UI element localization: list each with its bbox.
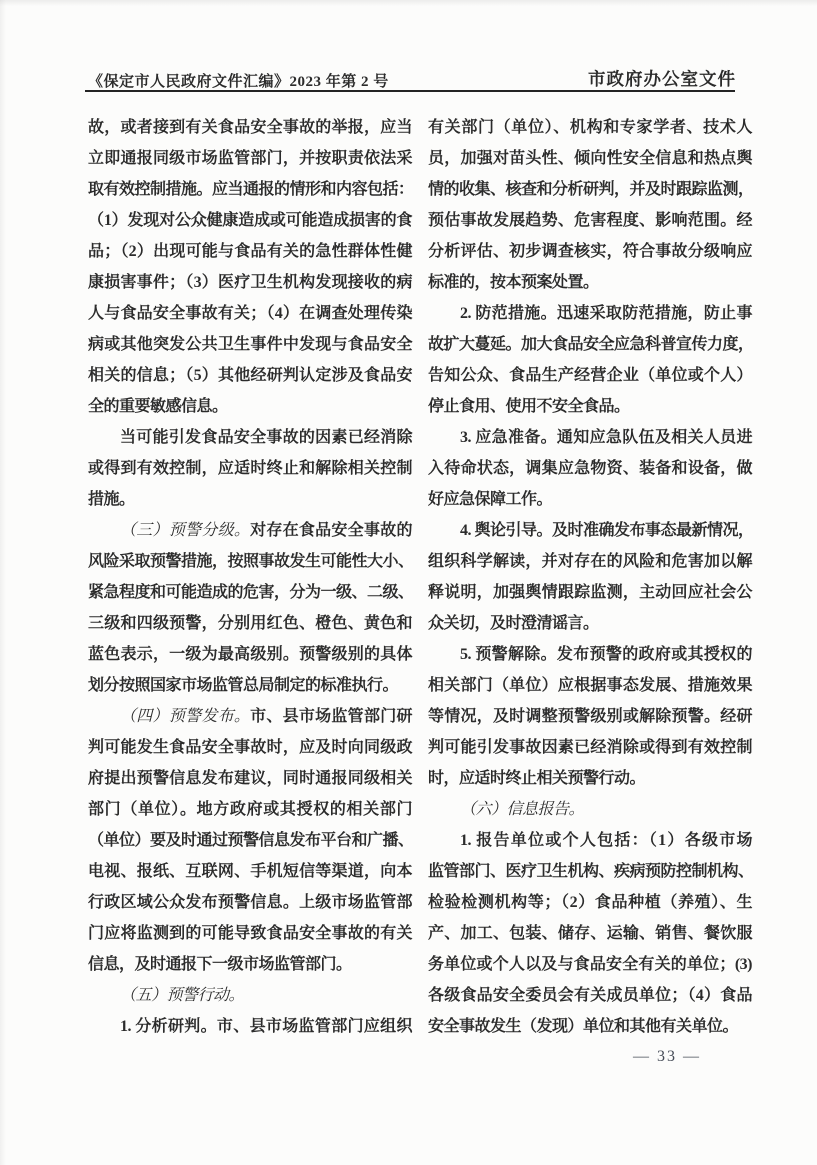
section-heading: （三）预警分级。 xyxy=(120,522,251,539)
page-number: — 33 — xyxy=(633,1048,701,1065)
text-line: 措施。 xyxy=(88,491,135,508)
text-line: 信息，及时通报下一级市场监管部门。 xyxy=(88,956,352,973)
text-column-right xyxy=(428,112,752,1042)
text-line: 5. 预警解除。发布预警的政府或其授权的 xyxy=(460,646,752,663)
text-line: 分析评估、初步调查核实，符合事故分级响应 xyxy=(428,243,752,260)
text-line: （单位）要及时通过预警信息发布平台和广播、 xyxy=(88,832,414,849)
text-line: （四）预警发布。市、县市场监管部门研 xyxy=(120,708,412,725)
text-line: 监管部门、医疗卫生机构、疾病预防控制机构、 xyxy=(428,863,754,880)
header-category-title: 市政府办公室文件 xyxy=(588,69,736,89)
text-line: 有关部门（单位）、机构和专家学者、技术人 xyxy=(428,119,752,136)
document-body xyxy=(88,112,752,1042)
text-line: 释说明，加强舆情跟踪监测，主动回应社会公 xyxy=(428,584,752,601)
text-line: 标准的，按本预案处置。 xyxy=(428,274,599,291)
text-line: 故，或者接到有关食品安全事故的举报，应当 xyxy=(88,119,412,136)
text-line xyxy=(428,794,752,825)
text-line: 1. 报告单位或个人包括：（1）各级市场 xyxy=(460,832,752,849)
header-compilation-title: 《保定市人民政府文件汇编》2023 年第 2 号 xyxy=(88,74,389,90)
header-rule xyxy=(85,90,735,92)
text-line: 判可能发生食品安全事故时，应及时向同级政 xyxy=(88,739,412,756)
text-line: 组织科学解读，并对存在的风险和危害加以解 xyxy=(428,553,752,570)
text-line: 众关切，及时澄清谣言。 xyxy=(428,615,599,632)
text-line: 紧急程度和可能造成的危害，分为一级、二级、 xyxy=(88,584,414,601)
text-line: 电视、报纸、互联网、手机短信等渠道，向本 xyxy=(88,863,412,880)
text-line xyxy=(88,980,412,1011)
text-line: 3. 应急准备。通知应急队伍及相关人员进 xyxy=(460,429,752,446)
text-line: 蓝色表示，一级为最高级别。预警级别的具体 xyxy=(88,646,412,663)
text-line: 病或其他突发公共卫生事件中发现与食品安全 xyxy=(88,336,412,353)
text-line: 产、加工、包装、储存、运输、销售、餐饮服 xyxy=(428,925,752,942)
text-line: （1）发现对公众健康造成或可能造成损害的食 xyxy=(88,212,412,229)
text-line: 判可能引发事故因素已经消除或得到有效控制 xyxy=(428,739,752,756)
text-line: 2. 防范措施。迅速采取防范措施，防止事 xyxy=(460,305,752,322)
text-line: 1. 分析研判。市、县市场监管部门应组织 xyxy=(120,1018,412,1035)
text-line: 各级食品安全委员会有关成员单位；（4）食品 xyxy=(428,987,752,1004)
text-line: 4. 舆论引导。及时准确发布事态最新情况， xyxy=(460,522,754,539)
text-line: 门应将监测到的可能导致食品安全事故的有关 xyxy=(88,925,412,942)
text-line: 划分按照国家市场监管总局制定的标准执行。 xyxy=(88,677,399,694)
text-line: 品；（2）出现可能与食品有关的急性群体性健 xyxy=(88,243,412,260)
text-line: 行政区域公众发布预警信息。上级市场监管部 xyxy=(88,894,412,911)
text-line: 时，应适时终止相关预警行动。 xyxy=(428,770,646,787)
text-line: 好应急保障工作。 xyxy=(428,491,553,508)
text-line: 三级和四级预警，分别用红色、橙色、黄色和 xyxy=(88,615,412,632)
text-line: 风险采取预警措施，按照事故发生可能性大小、 xyxy=(88,553,414,570)
text-line: 立即通报同级市场监管部门，并按职责依法采 xyxy=(88,150,412,167)
text-line: 检验检测机构等；（2）食品种植（养殖）、生 xyxy=(428,894,752,911)
text-line: 相关部门（单位）应根据事态发展、措施效果 xyxy=(428,677,752,694)
page-header xyxy=(88,66,736,91)
text-line: 部门（单位）。地方政府或其授权的相关部门 xyxy=(88,801,412,818)
text-line: 相关的信息；（5）其他经研判认定涉及食品安 xyxy=(88,367,412,384)
text-line: 或得到有效控制，应适时终止和解除相关控制 xyxy=(88,460,412,477)
text-line: 安全事故发生（发现）单位和其他有关单位。 xyxy=(428,1018,739,1035)
text-line: 人与食品安全事故有关；（4）在调查处理传染 xyxy=(88,305,412,322)
text-line: （三）预警分级。对存在食品安全事故的 xyxy=(120,522,412,539)
text-line: 预估事故发展趋势、危害程度、影响范围。经 xyxy=(428,212,752,229)
text-line: 当可能引发食品安全事故的因素已经消除 xyxy=(120,429,412,446)
text-column-left xyxy=(88,112,412,1042)
text-line: 停止食用、使用不安全食品。 xyxy=(428,398,630,415)
text-line: 全的重要敏感信息。 xyxy=(88,398,228,415)
section-heading: （六）信息报告。 xyxy=(460,801,585,818)
text-line: 告知公众、食品生产经营企业（单位或个人） xyxy=(428,367,752,384)
text-line: 故扩大蔓延。加大食品安全应急科普宣传力度， xyxy=(428,336,754,353)
text-line: 康损害事件；（3）医疗卫生机构发现接收的病 xyxy=(88,274,412,291)
text-line: 员，加强对苗头性、倾向性安全信息和热点舆 xyxy=(428,150,752,167)
text-line: 等情况，及时调整预警级别或解除预警。经研 xyxy=(428,708,752,725)
section-heading: （五）预警行动。 xyxy=(120,987,245,1004)
text-line: 府提出预警信息发布建议，同时通报同级相关 xyxy=(88,770,412,787)
text-line: 入待命状态，调集应急物资、装备和设备，做 xyxy=(428,460,752,477)
text-line: 务单位或个人以及与食品安全有关的单位；(3) xyxy=(428,956,752,973)
text-line: 情的收集、核查和分析研判，并及时跟踪监测， xyxy=(428,181,754,198)
section-heading: （四）预警发布。 xyxy=(120,708,251,725)
text-line: 取有效控制措施。应当通报的情形和内容包括： xyxy=(88,181,414,198)
